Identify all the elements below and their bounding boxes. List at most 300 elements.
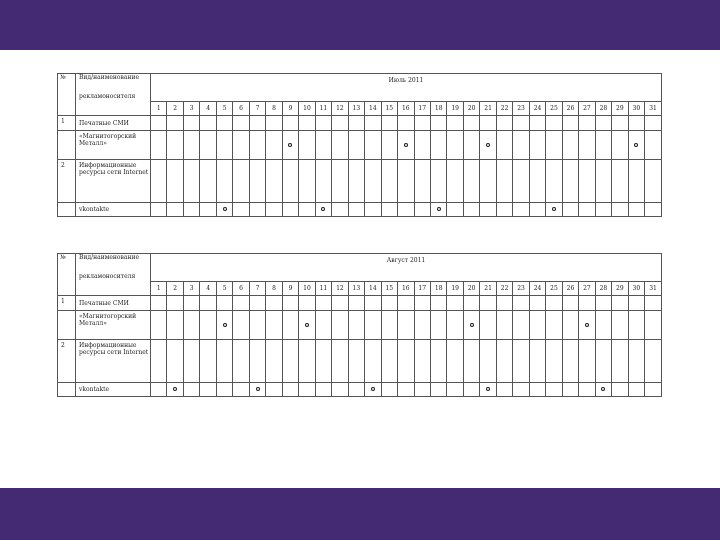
day-cell <box>513 116 529 131</box>
day-cell <box>398 160 414 203</box>
day-header: 31 <box>645 282 662 296</box>
row-label: «Магнитогорский Металл» <box>76 311 151 340</box>
media-type-sublabel: рекламоносителя <box>79 93 136 100</box>
day-cell <box>414 116 430 131</box>
day-cell <box>645 116 662 131</box>
day-cell <box>529 311 545 340</box>
day-cell <box>216 160 232 203</box>
day-cell <box>595 131 611 160</box>
day-cell <box>332 116 348 131</box>
day-cell <box>398 131 414 160</box>
media-type-sublabel: рекламоносителя <box>79 273 136 280</box>
day-cell <box>233 296 249 311</box>
day-cell <box>612 116 628 131</box>
day-cell <box>447 340 463 383</box>
day-cell <box>480 203 496 217</box>
day-cell <box>463 311 479 340</box>
day-cell <box>579 296 595 311</box>
day-cell <box>546 203 562 217</box>
day-cell <box>414 383 430 397</box>
day-cell <box>612 296 628 311</box>
day-cell <box>233 311 249 340</box>
day-header: 28 <box>595 102 611 116</box>
day-cell <box>282 296 298 311</box>
day-header: 27 <box>579 102 595 116</box>
day-header: 5 <box>216 282 232 296</box>
day-cell <box>200 203 216 217</box>
placement-marker <box>404 143 408 147</box>
media-type-label: Вид/наименование <box>79 74 140 81</box>
day-header: 1 <box>151 282 167 296</box>
day-cell <box>249 160 265 203</box>
row-label: Печатные СМИ <box>76 296 151 311</box>
placement-marker <box>288 143 292 147</box>
day-header: 4 <box>200 282 216 296</box>
day-cell <box>414 160 430 203</box>
day-header: 22 <box>496 282 512 296</box>
row-label: Печатные СМИ <box>76 116 151 131</box>
day-cell <box>463 203 479 217</box>
day-cell <box>562 383 578 397</box>
day-cell <box>233 383 249 397</box>
row-label: Информационные ресурсы сети Internet <box>76 160 151 203</box>
bottom-banner <box>0 488 720 540</box>
day-header: 3 <box>183 282 199 296</box>
table-row <box>58 340 662 383</box>
day-header: 7 <box>249 282 265 296</box>
day-cell <box>365 340 381 383</box>
placement-marker <box>486 143 490 147</box>
day-cell <box>151 131 167 160</box>
day-cell <box>595 160 611 203</box>
day-cell <box>315 383 331 397</box>
day-cell <box>398 383 414 397</box>
day-cell <box>463 383 479 397</box>
day-cell <box>463 131 479 160</box>
day-cell <box>579 340 595 383</box>
day-cell <box>381 383 397 397</box>
day-cell <box>398 203 414 217</box>
day-header: 26 <box>562 102 578 116</box>
day-cell <box>546 311 562 340</box>
row-label: Информационные ресурсы сети Internet <box>76 340 151 383</box>
day-cell <box>249 296 265 311</box>
day-cell <box>414 340 430 383</box>
day-header: 4 <box>200 102 216 116</box>
day-cell <box>381 311 397 340</box>
day-cell <box>183 116 199 131</box>
day-header: 24 <box>529 282 545 296</box>
day-cell <box>381 160 397 203</box>
day-header: 2 <box>167 102 183 116</box>
placement-marker <box>601 387 605 391</box>
day-cell <box>496 340 512 383</box>
day-cell <box>233 160 249 203</box>
day-cell <box>315 131 331 160</box>
day-header: 15 <box>381 282 397 296</box>
day-header: 29 <box>612 102 628 116</box>
day-cell <box>645 160 662 203</box>
day-header: 20 <box>463 102 479 116</box>
day-cell <box>546 116 562 131</box>
day-header: 27 <box>579 282 595 296</box>
day-header: 15 <box>381 102 397 116</box>
day-cell <box>332 160 348 203</box>
table-row <box>58 131 662 160</box>
day-cell <box>332 203 348 217</box>
day-cell <box>365 131 381 160</box>
placement-marker <box>634 143 638 147</box>
day-cell <box>595 116 611 131</box>
day-cell <box>365 296 381 311</box>
day-cell <box>447 116 463 131</box>
day-cell <box>579 383 595 397</box>
media-plan-table-august <box>57 253 662 397</box>
day-header: 21 <box>480 282 496 296</box>
day-cell <box>496 131 512 160</box>
day-cell <box>628 340 644 383</box>
day-cell <box>249 116 265 131</box>
day-cell <box>233 203 249 217</box>
day-header: 30 <box>628 282 644 296</box>
day-cell <box>595 383 611 397</box>
day-cell <box>249 383 265 397</box>
day-cell <box>332 296 348 311</box>
day-cell <box>167 340 183 383</box>
day-cell <box>480 116 496 131</box>
day-cell <box>315 203 331 217</box>
row-number: 2 <box>58 340 76 383</box>
day-cell <box>513 311 529 340</box>
day-cell <box>299 340 315 383</box>
row-number: 1 <box>58 116 76 131</box>
row-number <box>58 383 76 397</box>
day-cell <box>266 311 282 340</box>
day-cell <box>299 296 315 311</box>
day-cell <box>249 311 265 340</box>
day-cell <box>480 160 496 203</box>
day-cell <box>529 131 545 160</box>
day-cell <box>546 383 562 397</box>
day-header: 13 <box>348 102 364 116</box>
day-cell <box>645 340 662 383</box>
day-cell <box>381 116 397 131</box>
day-cell <box>562 160 578 203</box>
day-cell <box>463 340 479 383</box>
day-cell <box>332 131 348 160</box>
day-cell <box>167 383 183 397</box>
day-header: 17 <box>414 102 430 116</box>
row-number <box>58 131 76 160</box>
day-header: 30 <box>628 102 644 116</box>
day-header: 12 <box>332 282 348 296</box>
day-header: 3 <box>183 102 199 116</box>
placement-marker <box>486 387 490 391</box>
day-cell <box>430 116 446 131</box>
day-header: 18 <box>430 102 446 116</box>
day-cell <box>562 203 578 217</box>
day-cell <box>151 296 167 311</box>
day-cell <box>151 340 167 383</box>
day-header: 16 <box>398 102 414 116</box>
day-cell <box>562 116 578 131</box>
day-cell <box>315 311 331 340</box>
day-cell <box>216 311 232 340</box>
day-cell <box>332 340 348 383</box>
day-cell <box>546 296 562 311</box>
day-header: 7 <box>249 102 265 116</box>
day-header: 14 <box>365 282 381 296</box>
day-cell <box>315 296 331 311</box>
day-cell <box>414 131 430 160</box>
placement-marker <box>552 207 556 211</box>
day-cell <box>513 203 529 217</box>
day-header: 14 <box>365 102 381 116</box>
day-cell <box>430 311 446 340</box>
day-cell <box>348 340 364 383</box>
day-cell <box>480 311 496 340</box>
day-cell <box>595 296 611 311</box>
day-cell <box>200 340 216 383</box>
day-header: 1 <box>151 102 167 116</box>
media-type-header <box>76 254 151 296</box>
day-cell <box>398 340 414 383</box>
number-header: № <box>58 74 76 116</box>
day-cell <box>612 160 628 203</box>
day-header: 13 <box>348 282 364 296</box>
day-header: 9 <box>282 102 298 116</box>
day-cell <box>612 203 628 217</box>
day-cell <box>266 116 282 131</box>
day-cell <box>299 311 315 340</box>
day-cell <box>348 296 364 311</box>
day-cell <box>414 203 430 217</box>
day-cell <box>398 296 414 311</box>
day-cell <box>200 383 216 397</box>
day-cell <box>216 131 232 160</box>
placement-marker <box>256 387 260 391</box>
day-cell <box>529 340 545 383</box>
day-cell <box>496 203 512 217</box>
placement-marker <box>223 207 227 211</box>
day-cell <box>216 203 232 217</box>
day-cell <box>562 131 578 160</box>
day-header: 8 <box>266 282 282 296</box>
day-cell <box>496 383 512 397</box>
day-cell <box>266 160 282 203</box>
day-cell <box>151 116 167 131</box>
day-cell <box>348 116 364 131</box>
day-header: 17 <box>414 282 430 296</box>
day-cell <box>348 311 364 340</box>
day-cell <box>628 383 644 397</box>
day-cell <box>167 296 183 311</box>
media-plan-table-july <box>57 73 662 217</box>
month-header: Июль 2011 <box>151 74 662 102</box>
day-cell <box>151 160 167 203</box>
month-header: Август 2011 <box>151 254 662 282</box>
day-cell <box>365 160 381 203</box>
day-cell <box>299 383 315 397</box>
day-cell <box>463 116 479 131</box>
day-cell <box>628 116 644 131</box>
day-cell <box>151 383 167 397</box>
day-cell <box>529 160 545 203</box>
day-cell <box>513 296 529 311</box>
day-header: 21 <box>480 102 496 116</box>
day-header: 29 <box>612 282 628 296</box>
day-cell <box>381 131 397 160</box>
day-cell <box>266 203 282 217</box>
day-cell <box>579 160 595 203</box>
day-cell <box>463 296 479 311</box>
day-cell <box>595 340 611 383</box>
day-cell <box>282 116 298 131</box>
day-cell <box>249 131 265 160</box>
day-header: 28 <box>595 282 611 296</box>
day-cell <box>645 203 662 217</box>
day-cell <box>167 131 183 160</box>
day-cell <box>546 160 562 203</box>
day-cell <box>332 311 348 340</box>
table-row <box>58 160 662 203</box>
number-header: № <box>58 254 76 296</box>
day-header: 6 <box>233 102 249 116</box>
day-cell <box>315 340 331 383</box>
row-label: vkontakte <box>76 203 151 217</box>
day-header: 19 <box>447 102 463 116</box>
day-cell <box>282 160 298 203</box>
day-cell <box>365 383 381 397</box>
day-cell <box>183 203 199 217</box>
day-header: 10 <box>299 102 315 116</box>
day-cell <box>562 296 578 311</box>
day-cell <box>151 311 167 340</box>
day-cell <box>167 311 183 340</box>
day-cell <box>612 311 628 340</box>
day-cell <box>645 383 662 397</box>
day-cell <box>299 203 315 217</box>
row-number <box>58 311 76 340</box>
placement-marker <box>437 207 441 211</box>
day-cell <box>430 131 446 160</box>
day-cell <box>381 296 397 311</box>
row-label: vkontakte <box>76 383 151 397</box>
day-cell <box>151 203 167 217</box>
day-header: 31 <box>645 102 662 116</box>
day-header: 25 <box>546 282 562 296</box>
day-cell <box>348 383 364 397</box>
day-cell <box>398 116 414 131</box>
day-cell <box>546 131 562 160</box>
day-header: 20 <box>463 282 479 296</box>
day-cell <box>447 296 463 311</box>
day-header: 10 <box>299 282 315 296</box>
day-header: 18 <box>430 282 446 296</box>
media-type-label: Вид/наименование <box>79 254 140 261</box>
day-cell <box>628 203 644 217</box>
day-cell <box>348 203 364 217</box>
day-cell <box>200 296 216 311</box>
day-cell <box>216 116 232 131</box>
day-cell <box>480 131 496 160</box>
day-header: 23 <box>513 102 529 116</box>
day-cell <box>266 131 282 160</box>
day-cell <box>513 383 529 397</box>
day-header: 25 <box>546 102 562 116</box>
day-header: 16 <box>398 282 414 296</box>
day-cell <box>513 160 529 203</box>
day-cell <box>579 116 595 131</box>
day-cell <box>249 203 265 217</box>
row-number: 1 <box>58 296 76 311</box>
day-cell <box>447 160 463 203</box>
day-cell <box>216 383 232 397</box>
day-cell <box>381 203 397 217</box>
day-cell <box>348 131 364 160</box>
day-cell <box>249 340 265 383</box>
day-cell <box>381 340 397 383</box>
day-cell <box>200 131 216 160</box>
day-cell <box>266 296 282 311</box>
table-row <box>58 116 662 131</box>
day-cell <box>200 160 216 203</box>
placement-marker <box>371 387 375 391</box>
placement-marker <box>173 387 177 391</box>
day-cell <box>282 340 298 383</box>
day-cell <box>562 311 578 340</box>
day-cell <box>628 296 644 311</box>
day-header: 12 <box>332 102 348 116</box>
placement-marker <box>223 323 227 327</box>
day-cell <box>447 131 463 160</box>
day-header: 22 <box>496 102 512 116</box>
day-cell <box>414 296 430 311</box>
day-cell <box>612 131 628 160</box>
day-cell <box>167 160 183 203</box>
day-cell <box>447 311 463 340</box>
row-number: 2 <box>58 160 76 203</box>
day-cell <box>447 203 463 217</box>
day-header: 5 <box>216 102 232 116</box>
day-cell <box>183 296 199 311</box>
day-cell <box>183 160 199 203</box>
row-number <box>58 203 76 217</box>
day-cell <box>612 383 628 397</box>
day-cell <box>496 296 512 311</box>
day-cell <box>365 116 381 131</box>
day-cell <box>332 383 348 397</box>
day-cell <box>299 131 315 160</box>
day-header: 11 <box>315 282 331 296</box>
day-header: 23 <box>513 282 529 296</box>
day-cell <box>513 340 529 383</box>
row-label: «Магнитогорский Металл» <box>76 131 151 160</box>
table-row <box>58 311 662 340</box>
day-cell <box>299 160 315 203</box>
day-cell <box>216 340 232 383</box>
day-cell <box>480 340 496 383</box>
table-row <box>58 296 662 311</box>
table-row <box>58 383 662 397</box>
day-cell <box>200 311 216 340</box>
day-header: 24 <box>529 102 545 116</box>
day-cell <box>562 340 578 383</box>
day-cell <box>645 311 662 340</box>
day-header: 8 <box>266 102 282 116</box>
day-header: 2 <box>167 282 183 296</box>
day-cell <box>612 340 628 383</box>
